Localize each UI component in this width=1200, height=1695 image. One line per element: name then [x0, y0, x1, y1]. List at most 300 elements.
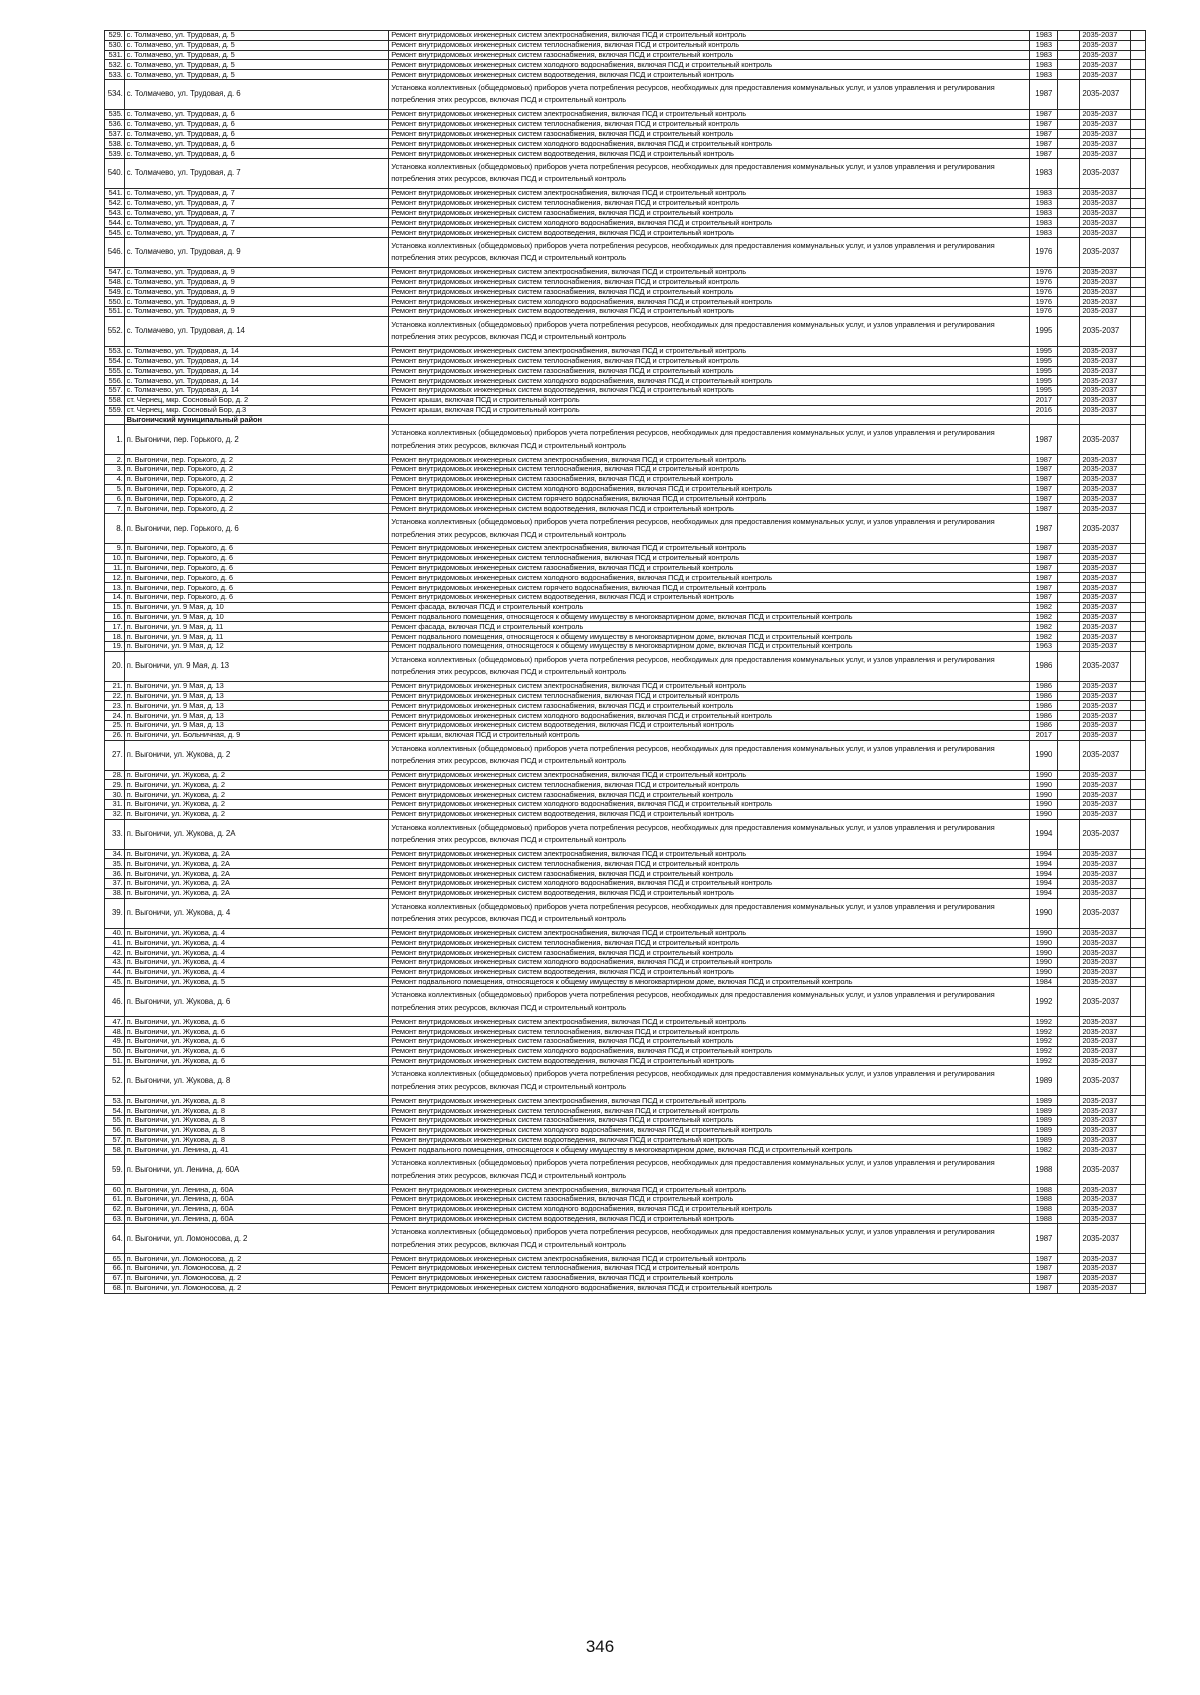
work-type-cell: Ремонт внутридомовых инженерных систем водоотведения, включая ПСД и строительный контроль	[389, 809, 1030, 819]
address-cell: п. Выгоничи, ул. Жукова, д. 8	[124, 1125, 389, 1135]
work-type-cell: Ремонт внутридомовых инженерных систем электроснабжения, включая ПСД и строительный контроль	[389, 109, 1030, 119]
empty-cell	[1130, 139, 1145, 149]
work-type-cell: Ремонт подвального помещения, относящегося к общему имуществу в многоквартирном доме, включая ПСД и строительный контроль	[389, 632, 1030, 642]
period-cell: 2035-2037	[1080, 977, 1130, 987]
address-cell: п. Выгоничи, ул. Жукова, д. 8	[124, 1135, 389, 1145]
year-cell: 1989	[1030, 1125, 1058, 1135]
address-cell: п. Выгоничи, ул. Жукова, д. 2А	[124, 849, 389, 859]
year-cell: 1995	[1030, 386, 1058, 396]
row-number: 66.	[105, 1264, 125, 1274]
work-type-cell: Ремонт внутридомовых инженерных систем теплоснабжения, включая ПСД и строительный контроль	[389, 1106, 1030, 1116]
address-cell: п. Выгоничи, ул. Жукова, д. 2А	[124, 888, 389, 898]
work-type-cell: Ремонт внутридомовых инженерных систем электроснабжения, включая ПСД и строительный контроль	[389, 770, 1030, 780]
empty-cell	[1058, 277, 1080, 287]
work-type-cell: Ремонт внутридомовых инженерных систем газоснабжения, включая ПСД и строительный контроль	[389, 129, 1030, 139]
year-cell: 1987	[1030, 1283, 1058, 1293]
year-cell: 1989	[1030, 1115, 1058, 1125]
year-cell: 1987	[1030, 1264, 1058, 1274]
empty-cell	[1058, 1096, 1080, 1106]
address-cell: п. Выгоничи, ул. Ломоносова, д. 2	[124, 1264, 389, 1274]
year-cell: 1986	[1030, 701, 1058, 711]
empty-cell	[1058, 415, 1080, 425]
empty-cell	[1130, 119, 1145, 129]
empty-cell	[1130, 583, 1145, 593]
work-type-cell: Ремонт внутридомовых инженерных систем холодного водоснабжения, включая ПСД и строительный контроль	[389, 958, 1030, 968]
empty-cell	[1130, 366, 1145, 376]
year-cell: 1987	[1030, 149, 1058, 159]
row-number: 32.	[105, 809, 125, 819]
address-cell: п. Выгоничи, пер. Горького, д. 6	[124, 514, 389, 544]
table-row	[105, 198, 1146, 208]
row-number: 28.	[105, 770, 125, 780]
period-cell: 2035-2037	[1080, 681, 1130, 691]
work-type-cell: Ремонт крыши, включая ПСД и строительный контроль	[389, 395, 1030, 405]
empty-cell	[1058, 119, 1080, 129]
table-row	[105, 366, 1146, 376]
work-type-cell: Ремонт внутридомовых инженерных систем холодного водоснабжения, включая ПСД и строительный контроль	[389, 1283, 1030, 1293]
empty-cell	[1130, 1145, 1145, 1155]
empty-cell	[1130, 415, 1145, 425]
row-number: 2.	[105, 455, 125, 465]
empty-cell	[1058, 622, 1080, 632]
period-cell: 2035-2037	[1080, 958, 1130, 968]
empty-cell	[1130, 307, 1145, 317]
row-number: 5.	[105, 484, 125, 494]
work-type-cell: Ремонт фасада, включая ПСД и строительный контроль	[389, 622, 1030, 632]
work-type-cell: Ремонт внутридомовых инженерных систем электроснабжения, включая ПСД и строительный контроль	[389, 1185, 1030, 1195]
address-cell: п. Выгоничи, пер. Горького, д. 2	[124, 494, 389, 504]
empty-cell	[1130, 691, 1145, 701]
table-row	[105, 849, 1146, 859]
address-cell: с. Толмачево, ул. Трудовая, д. 14	[124, 386, 389, 396]
period-cell: 2035-2037	[1080, 1017, 1130, 1027]
address-cell: п. Выгоничи, пер. Горького, д. 2	[124, 504, 389, 514]
year-cell: 1986	[1030, 721, 1058, 731]
empty-cell	[1058, 790, 1080, 800]
row-number: 11.	[105, 563, 125, 573]
period-cell: 2035-2037	[1080, 1254, 1130, 1264]
work-type-cell: Ремонт подвального помещения, относящегося к общему имуществу в многоквартирном доме, включая ПСД и строительный контроль	[389, 612, 1030, 622]
address-cell: п. Выгоничи, ул. Ломоносова, д. 2	[124, 1254, 389, 1264]
table-row	[105, 987, 1146, 1017]
table-row	[105, 958, 1146, 968]
row-number: 556.	[105, 376, 125, 386]
empty-cell	[1130, 1185, 1145, 1195]
period-cell: 2035-2037	[1080, 730, 1130, 740]
table-row	[105, 1273, 1146, 1283]
period-cell: 2035-2037	[1080, 208, 1130, 218]
section-header-row	[105, 415, 1146, 425]
empty-cell	[1058, 573, 1080, 583]
table-row	[105, 1125, 1146, 1135]
table-row	[105, 70, 1146, 80]
work-type-cell: Ремонт внутридомовых инженерных систем водоотведения, включая ПСД и строительный контроль	[389, 1056, 1030, 1066]
table-row	[105, 642, 1146, 652]
empty-cell	[1130, 188, 1145, 198]
table-row	[105, 583, 1146, 593]
year-cell: 1987	[1030, 1273, 1058, 1283]
empty-cell	[1058, 139, 1080, 149]
empty-cell	[1058, 386, 1080, 396]
year-cell: 1986	[1030, 711, 1058, 721]
year-cell: 2017	[1030, 395, 1058, 405]
address-cell: п. Выгоничи, ул. Жукова, д. 8	[124, 1115, 389, 1125]
period-cell: 2035-2037	[1080, 1214, 1130, 1224]
year-cell: 1976	[1030, 307, 1058, 317]
row-number: 15.	[105, 602, 125, 612]
empty-cell	[1058, 800, 1080, 810]
empty-cell	[1130, 563, 1145, 573]
table-row	[105, 888, 1146, 898]
year-cell: 1995	[1030, 366, 1058, 376]
table-row	[105, 800, 1146, 810]
empty-cell	[1058, 809, 1080, 819]
row-number: 543.	[105, 208, 125, 218]
period-cell: 2035-2037	[1080, 888, 1130, 898]
empty-cell	[1058, 50, 1080, 60]
empty-cell	[1130, 316, 1145, 346]
empty-cell	[1058, 484, 1080, 494]
period-cell: 2035-2037	[1080, 701, 1130, 711]
period-cell: 2035-2037	[1080, 119, 1130, 129]
empty-cell	[1058, 1273, 1080, 1283]
empty-cell	[1130, 987, 1145, 1017]
empty-cell	[1130, 958, 1145, 968]
row-number: 47.	[105, 1017, 125, 1027]
address-cell: п. Выгоничи, пер. Горького, д. 6	[124, 573, 389, 583]
work-type-cell: Ремонт внутридомовых инженерных систем водоотведения, включая ПСД и строительный контроль	[389, 888, 1030, 898]
empty-cell	[1130, 632, 1145, 642]
row-number: 27.	[105, 740, 125, 770]
table-row	[105, 474, 1146, 484]
row-number: 38.	[105, 888, 125, 898]
table-row	[105, 1096, 1146, 1106]
row-number: 18.	[105, 632, 125, 642]
table-row	[105, 1155, 1146, 1185]
empty-cell	[1058, 287, 1080, 297]
period-cell: 2035-2037	[1080, 198, 1130, 208]
empty-cell	[1130, 1194, 1145, 1204]
row-number: 554.	[105, 356, 125, 366]
address-cell: с. Толмачево, ул. Трудовая, д. 9	[124, 237, 389, 267]
address-cell: п. Выгоничи, ул. 9 Мая, д. 12	[124, 642, 389, 652]
work-type-cell: Установка коллективных (общедомовых) приборов учета потребления ресурсов, необходимых для предоставления коммунальных услуг, и узлов управления и регулирования потребления этих ресурсов, включая ПСД и строительный контроль	[389, 740, 1030, 770]
address-cell: п. Выгоничи, ул. Ломоносова, д. 2	[124, 1283, 389, 1293]
table-row	[105, 898, 1146, 928]
address-cell: с. Толмачево, ул. Трудовая, д. 6	[124, 139, 389, 149]
row-number: 48.	[105, 1027, 125, 1037]
row-number: 20.	[105, 651, 125, 681]
empty-cell	[1130, 1264, 1145, 1274]
year-cell: 1992	[1030, 1056, 1058, 1066]
row-number: 22.	[105, 691, 125, 701]
empty-cell	[1058, 898, 1080, 928]
empty-cell	[1130, 1125, 1145, 1135]
year-cell: 1990	[1030, 958, 1058, 968]
row-number: 49.	[105, 1036, 125, 1046]
empty-cell	[1058, 474, 1080, 484]
period-cell: 2035-2037	[1080, 31, 1130, 41]
address-cell: п. Выгоничи, ул. Жукова, д. 6	[124, 1056, 389, 1066]
year-cell: 1986	[1030, 651, 1058, 681]
table-row	[105, 484, 1146, 494]
address-cell: п. Выгоничи, ул. Жукова, д. 2	[124, 800, 389, 810]
empty-cell	[1058, 1264, 1080, 1274]
row-number: 41.	[105, 938, 125, 948]
period-cell: 2035-2037	[1080, 898, 1130, 928]
period-cell: 2035-2037	[1080, 297, 1130, 307]
empty-cell	[1058, 158, 1080, 188]
row-number: 557.	[105, 386, 125, 396]
row-number: 36.	[105, 869, 125, 879]
work-type-cell: Ремонт подвального помещения, относящегося к общему имуществу в многоквартирном доме, включая ПСД и строительный контроль	[389, 977, 1030, 987]
year-cell: 1987	[1030, 553, 1058, 563]
empty-cell	[1058, 819, 1080, 849]
table-row	[105, 514, 1146, 544]
row-number: 54.	[105, 1106, 125, 1116]
row-number: 552.	[105, 316, 125, 346]
empty-cell	[1130, 869, 1145, 879]
year-cell: 1994	[1030, 879, 1058, 889]
empty-cell	[1058, 316, 1080, 346]
year-cell: 1982	[1030, 1145, 1058, 1155]
period-cell: 2035-2037	[1080, 770, 1130, 780]
address-cell: п. Выгоничи, ул. Жукова, д. 5	[124, 977, 389, 987]
empty-cell	[1130, 494, 1145, 504]
empty-cell	[1058, 1214, 1080, 1224]
address-cell: с. Толмачево, ул. Трудовая, д. 5	[124, 50, 389, 60]
year-cell	[1030, 415, 1058, 425]
empty-cell	[1058, 1254, 1080, 1264]
empty-cell	[1130, 425, 1145, 455]
row-number: 51.	[105, 1056, 125, 1066]
year-cell: 1990	[1030, 967, 1058, 977]
empty-cell	[1058, 465, 1080, 475]
work-type-cell: Ремонт внутридомовых инженерных систем холодного водоснабжения, включая ПСД и строительный контроль	[389, 1204, 1030, 1214]
work-type-cell: Установка коллективных (общедомовых) приборов учета потребления ресурсов, необходимых для предоставления коммунальных услуг, и узлов управления и регулирования потребления этих ресурсов, включая ПСД и строительный контроль	[389, 79, 1030, 109]
period-cell: 2035-2037	[1080, 395, 1130, 405]
address-cell: с. Толмачево, ул. Трудовая, д. 7	[124, 218, 389, 228]
empty-cell	[1130, 780, 1145, 790]
work-type-cell: Установка коллективных (общедомовых) приборов учета потребления ресурсов, необходимых для предоставления коммунальных услуг, и узлов управления и регулирования потребления этих ресурсов, включая ПСД и строительный контроль	[389, 158, 1030, 188]
work-type-cell: Ремонт внутридомовых инженерных систем электроснабжения, включая ПСД и строительный контроль	[389, 544, 1030, 554]
work-type-cell: Ремонт внутридомовых инженерных систем теплоснабжения, включая ПСД и строительный контроль	[389, 119, 1030, 129]
table-row	[105, 228, 1146, 238]
row-number: 544.	[105, 218, 125, 228]
address-cell: п. Выгоничи, пер. Горького, д. 6	[124, 563, 389, 573]
empty-cell	[1130, 1066, 1145, 1096]
work-type-cell: Ремонт крыши, включая ПСД и строительный контроль	[389, 405, 1030, 415]
work-type-cell: Ремонт внутридомовых инженерных систем электроснабжения, включая ПСД и строительный контроль	[389, 31, 1030, 41]
empty-cell	[1130, 31, 1145, 41]
empty-cell	[1130, 1273, 1145, 1283]
year-cell: 1990	[1030, 948, 1058, 958]
period-cell: 2035-2037	[1080, 1027, 1130, 1037]
work-type-cell	[389, 415, 1030, 425]
work-type-cell: Ремонт внутридомовых инженерных систем газоснабжения, включая ПСД и строительный контроль	[389, 790, 1030, 800]
work-type-cell: Ремонт внутридомовых инженерных систем электроснабжения, включая ПСД и строительный контроль	[389, 1017, 1030, 1027]
year-cell: 1984	[1030, 977, 1058, 987]
empty-cell	[1130, 948, 1145, 958]
address-cell: п. Выгоничи, пер. Горького, д. 2	[124, 425, 389, 455]
work-type-cell: Ремонт внутридомовых инженерных систем теплоснабжения, включая ПСД и строительный контроль	[389, 859, 1030, 869]
period-cell: 2035-2037	[1080, 1194, 1130, 1204]
address-cell: с. Толмачево, ул. Трудовая, д. 5	[124, 70, 389, 80]
empty-cell	[1130, 198, 1145, 208]
empty-cell	[1130, 356, 1145, 366]
empty-cell	[1058, 31, 1080, 41]
year-cell: 1987	[1030, 79, 1058, 109]
address-cell: п. Выгоничи, ул. 9 Мая, д. 10	[124, 602, 389, 612]
year-cell: 1982	[1030, 632, 1058, 642]
table-row	[105, 386, 1146, 396]
period-cell: 2035-2037	[1080, 70, 1130, 80]
empty-cell	[1058, 1115, 1080, 1125]
year-cell: 1990	[1030, 800, 1058, 810]
work-type-cell: Установка коллективных (общедомовых) приборов учета потребления ресурсов, необходимых для предоставления коммунальных услуг, и узлов управления и регулирования потребления этих ресурсов, включая ПСД и строительный контроль	[389, 1224, 1030, 1254]
work-type-cell: Ремонт внутридомовых инженерных систем водоотведения, включая ПСД и строительный контроль	[389, 721, 1030, 731]
period-cell: 2035-2037	[1080, 366, 1130, 376]
empty-cell	[1058, 297, 1080, 307]
empty-cell	[1058, 740, 1080, 770]
address-cell: п. Выгоничи, ул. Жукова, д. 6	[124, 1027, 389, 1037]
address-cell: п. Выгоничи, пер. Горького, д. 2	[124, 474, 389, 484]
row-number: 6.	[105, 494, 125, 504]
year-cell: 1990	[1030, 928, 1058, 938]
empty-cell	[1130, 208, 1145, 218]
work-type-cell: Ремонт внутридомовых инженерных систем электроснабжения, включая ПСД и строительный контроль	[389, 188, 1030, 198]
empty-cell	[1130, 1283, 1145, 1293]
year-cell: 1963	[1030, 642, 1058, 652]
year-cell: 1987	[1030, 139, 1058, 149]
empty-cell	[1058, 987, 1080, 1017]
table-row	[105, 297, 1146, 307]
empty-cell	[1130, 1046, 1145, 1056]
address-cell: п. Выгоничи, ул. Жукова, д. 2	[124, 809, 389, 819]
table-row	[105, 218, 1146, 228]
address-cell: п. Выгоничи, ул. Жукова, д. 4	[124, 967, 389, 977]
address-cell: п. Выгоничи, ул. Жукова, д. 2	[124, 780, 389, 790]
table-row	[105, 425, 1146, 455]
work-type-cell: Ремонт внутридомовых инженерных систем газоснабжения, включая ПСД и строительный контроль	[389, 563, 1030, 573]
address-cell: п. Выгоничи, ул. Жукова, д. 4	[124, 928, 389, 938]
row-number: 538.	[105, 139, 125, 149]
address-cell: п. Выгоничи, ул. 9 Мая, д. 13	[124, 691, 389, 701]
period-cell: 2035-2037	[1080, 602, 1130, 612]
period-cell: 2035-2037	[1080, 465, 1130, 475]
address-cell: п. Выгоничи, ул. Жукова, д. 6	[124, 987, 389, 1017]
address-cell: п. Выгоничи, ул. 9 Мая, д. 13	[124, 721, 389, 731]
empty-cell	[1130, 514, 1145, 544]
table-row	[105, 938, 1146, 948]
table-row	[105, 1115, 1146, 1125]
empty-cell	[1058, 70, 1080, 80]
year-cell: 1983	[1030, 40, 1058, 50]
year-cell: 1992	[1030, 987, 1058, 1017]
row-number: 532.	[105, 60, 125, 70]
period-cell: 2035-2037	[1080, 651, 1130, 681]
empty-cell	[1058, 504, 1080, 514]
empty-cell	[1058, 1204, 1080, 1214]
year-cell: 1992	[1030, 1027, 1058, 1037]
row-number: 56.	[105, 1125, 125, 1135]
empty-cell	[1058, 938, 1080, 948]
empty-cell	[1058, 553, 1080, 563]
row-number: 68.	[105, 1283, 125, 1293]
empty-cell	[1058, 583, 1080, 593]
address-cell: п. Выгоничи, пер. Горького, д. 2	[124, 465, 389, 475]
empty-cell	[1058, 1283, 1080, 1293]
empty-cell	[1058, 1194, 1080, 1204]
work-type-cell: Ремонт крыши, включая ПСД и строительный контроль	[389, 730, 1030, 740]
year-cell: 1995	[1030, 356, 1058, 366]
address-cell: с. Толмачево, ул. Трудовая, д. 14	[124, 366, 389, 376]
empty-cell	[1058, 721, 1080, 731]
table-row	[105, 544, 1146, 554]
period-cell: 2035-2037	[1080, 1224, 1130, 1254]
empty-cell	[1058, 593, 1080, 603]
row-number: 540.	[105, 158, 125, 188]
empty-cell	[1130, 228, 1145, 238]
period-cell: 2035-2037	[1080, 622, 1130, 632]
empty-cell	[1130, 1017, 1145, 1027]
empty-cell	[1130, 859, 1145, 869]
empty-cell	[1130, 977, 1145, 987]
work-type-cell: Ремонт внутридомовых инженерных систем горячего водоснабжения, включая ПСД и строительный контроль	[389, 583, 1030, 593]
empty-cell	[1130, 129, 1145, 139]
row-number: 549.	[105, 287, 125, 297]
year-cell: 1986	[1030, 691, 1058, 701]
period-cell: 2035-2037	[1080, 514, 1130, 544]
year-cell: 1983	[1030, 70, 1058, 80]
address-cell: с. Толмачево, ул. Трудовая, д. 6	[124, 119, 389, 129]
address-cell: п. Выгоничи, ул. 9 Мая, д. 11	[124, 632, 389, 642]
empty-cell	[1130, 79, 1145, 109]
empty-cell	[1058, 977, 1080, 987]
year-cell: 1987	[1030, 425, 1058, 455]
work-type-cell: Ремонт внутридомовых инженерных систем водоотведения, включая ПСД и строительный контроль	[389, 386, 1030, 396]
empty-cell	[1130, 928, 1145, 938]
year-cell: 1983	[1030, 50, 1058, 60]
year-cell: 1990	[1030, 809, 1058, 819]
empty-cell	[1058, 711, 1080, 721]
empty-cell	[1130, 1106, 1145, 1116]
period-cell: 2035-2037	[1080, 405, 1130, 415]
address-cell: ст. Чернец, мкр. Сосновый Бор, д. 2	[124, 395, 389, 405]
period-cell: 2035-2037	[1080, 563, 1130, 573]
period-cell: 2035-2037	[1080, 188, 1130, 198]
period-cell: 2035-2037	[1080, 1204, 1130, 1214]
work-type-cell: Ремонт внутридомовых инженерных систем теплоснабжения, включая ПСД и строительный контроль	[389, 40, 1030, 50]
table-row	[105, 1066, 1146, 1096]
empty-cell	[1130, 1204, 1145, 1214]
row-number: 39.	[105, 898, 125, 928]
address-cell: с. Толмачево, ул. Трудовая, д. 14	[124, 356, 389, 366]
table-row	[105, 60, 1146, 70]
work-type-cell: Ремонт внутридомовых инженерных систем холодного водоснабжения, включая ПСД и строительный контроль	[389, 484, 1030, 494]
year-cell: 1994	[1030, 859, 1058, 869]
table-row	[105, 287, 1146, 297]
empty-cell	[1130, 1056, 1145, 1066]
period-cell: 2035-2037	[1080, 316, 1130, 346]
row-number: 534.	[105, 79, 125, 109]
row-number: 533.	[105, 70, 125, 80]
table-row	[105, 563, 1146, 573]
empty-cell	[1130, 938, 1145, 948]
work-type-cell: Ремонт внутридомовых инженерных систем газоснабжения, включая ПСД и строительный контроль	[389, 287, 1030, 297]
address-cell: п. Выгоничи, ул. Ломоносова, д. 2	[124, 1224, 389, 1254]
period-cell: 2035-2037	[1080, 1145, 1130, 1155]
